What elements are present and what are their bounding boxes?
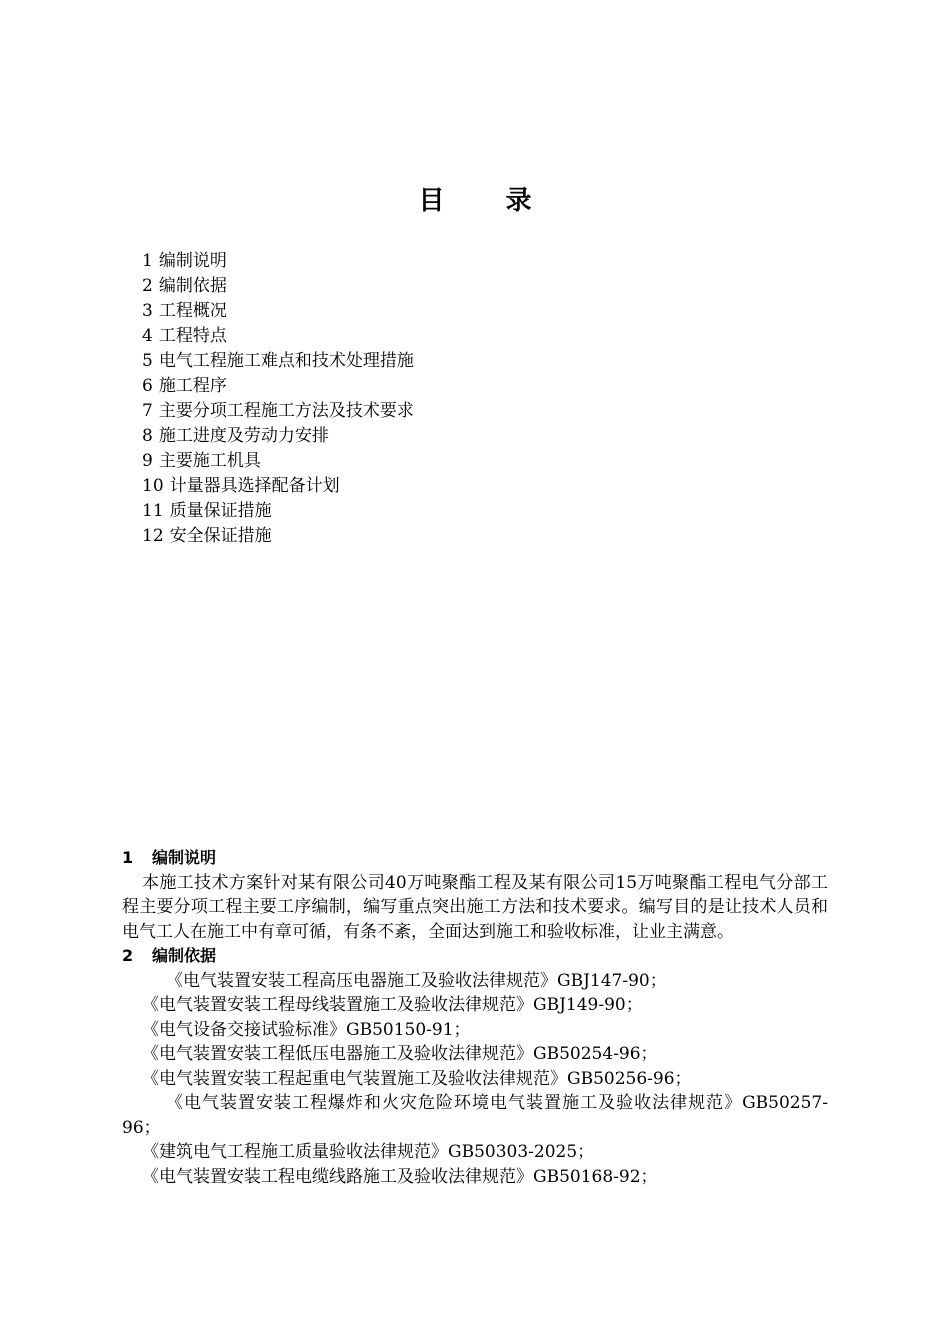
section-heading xyxy=(122,846,828,871)
toc-item-number: 2 xyxy=(142,276,153,296)
reference-item: 《建筑电气工程施工质量验收法律规范》GB50303-2025； xyxy=(142,1142,595,1162)
toc-item xyxy=(142,524,414,549)
toc-item xyxy=(142,449,414,474)
toc-item xyxy=(142,299,414,324)
toc-item-label: 编制依据 xyxy=(158,276,227,296)
toc-item xyxy=(142,349,414,374)
reference-item: 《电气装置安装工程母线装置施工及验收法律规范》GBJ149-90； xyxy=(142,995,643,1015)
toc-item-number: 10 xyxy=(142,476,164,496)
toc-item xyxy=(142,399,414,424)
toc-item-number: 4 xyxy=(142,326,153,346)
section-heading xyxy=(122,944,828,969)
toc-item-number: 6 xyxy=(142,376,153,396)
reference-item: 《电气装置安装工程电缆线路施工及验收法律规范》GB50168-92； xyxy=(142,1166,658,1187)
reference-item: 《电气装置安装工程起重电气装置施工及验收法律规范》GB50256-96； xyxy=(142,1068,692,1089)
toc-item-number: 11 xyxy=(142,501,164,521)
toc-item-number: 12 xyxy=(142,526,164,546)
section-title: 编制说明 xyxy=(152,848,217,867)
toc-item xyxy=(142,474,414,499)
toc-item-label: 计量器具选择配备计划 xyxy=(169,476,340,496)
toc-item-number: 7 xyxy=(142,401,153,421)
toc-item-label: 施工进度及劳动力安排 xyxy=(158,426,329,446)
document-body xyxy=(122,846,828,1189)
toc-item-label: 安全保证措施 xyxy=(169,526,272,546)
toc-item-label: 主要施工机具 xyxy=(158,451,261,471)
toc-item-number: 1 xyxy=(142,251,153,271)
toc-item-number: 5 xyxy=(142,351,153,371)
toc-item xyxy=(142,249,414,274)
toc-item-number: 9 xyxy=(142,451,153,471)
toc-item xyxy=(142,324,414,349)
toc-item-label: 施工程序 xyxy=(158,376,227,396)
section-title: 编制依据 xyxy=(152,946,217,965)
toc-item xyxy=(142,274,414,299)
body-paragraph: 本施工技术方案针对某有限公司40万吨聚酯工程及某有限公司15万吨聚酯工程电气分部工程主要分项工程主要工序编制，编写重点突出施工方法和技术要求。编写目的是让技术人员和电气工人在施工中有章可循，有条不紊，全面达到施工和验收标准，让业主满意。 xyxy=(122,872,828,942)
reference-item: 《电气设备交接试验标准》GB50150-91； xyxy=(142,1019,471,1040)
toc-title: 目 录 xyxy=(418,186,558,216)
section-number: 1 xyxy=(122,848,134,867)
toc-item-label: 工程特点 xyxy=(158,326,227,346)
toc-list xyxy=(142,249,414,549)
toc-item-label: 主要分项工程施工方法及技术要求 xyxy=(158,401,414,421)
toc-item-label: 工程概况 xyxy=(158,301,227,321)
toc-item xyxy=(142,499,414,524)
toc-item-number: 3 xyxy=(142,301,153,321)
toc-item-label: 编制说明 xyxy=(158,251,227,271)
reference-item: 《电气装置安装工程爆炸和火灾危险环境电气装置施工及验收法律规范》GB50257-96； xyxy=(122,1093,828,1138)
toc-item xyxy=(142,424,414,449)
toc-item-label: 质量保证措施 xyxy=(169,501,272,521)
reference-item: 《电气装置安装工程低压电器施工及验收法律规范》GB50254-96； xyxy=(142,1044,658,1064)
section-number: 2 xyxy=(122,946,134,965)
toc-item-number: 8 xyxy=(142,426,153,446)
toc-item-label: 电气工程施工难点和技术处理措施 xyxy=(158,351,414,371)
toc-item xyxy=(142,374,414,399)
reference-item: 《电气装置安装工程高压电器施工及验收法律规范》GBJ147-90； xyxy=(166,970,667,991)
